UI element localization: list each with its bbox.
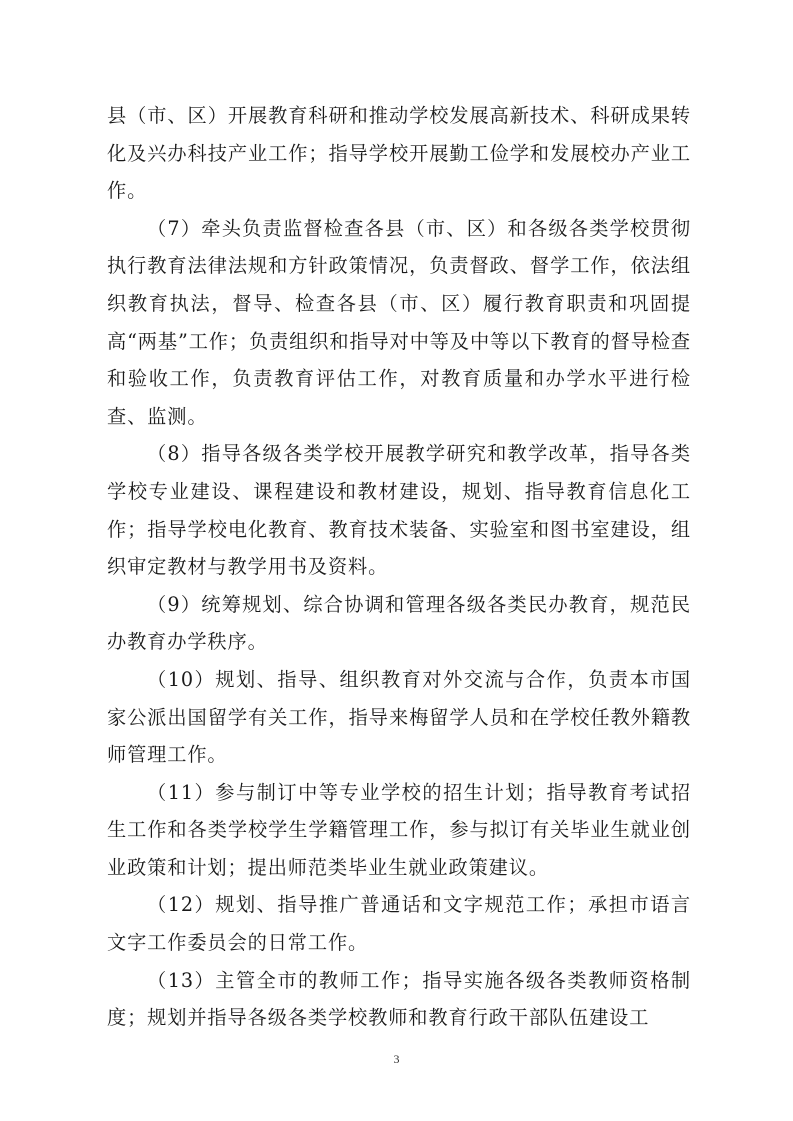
paragraph-item-8: （8）指导各级各类学校开展教学研究和教学改革，指导各类学校专业建设、课程建设和教材建设，规划、指导教育信息化工作；指导学校电化教育、教育技术装备、实验室和图书室建设，组织审定教材与教学用书及资料。 bbox=[107, 442, 691, 579]
paragraph-item-12: （12）规划、指导推广普通话和文字规范工作；承担市语言文字工作委员会的日常工作。 bbox=[107, 893, 691, 955]
paragraph-item-6-continued: 县（市、区）开展教育科研和推动学校发展高新技术、科研成果转化及兴办科技产业工作；指导学校开展勤工俭学和发展校办产业工作。 bbox=[107, 104, 691, 203]
page-number: 3 bbox=[393, 1052, 400, 1066]
paragraph-item-11: （11）参与制订中等专业学校的招生计划；指导教育考试招生工作和各类学校学生学籍管理工作，参与拟订有关毕业生就业创业政策和计划；提出师范类毕业生就业政策建议。 bbox=[107, 780, 691, 879]
paragraph-item-10: （10）规划、指导、组织教育对外交流与合作，负责本市国家公派出国留学有关工作，指导来梅留学人员和在学校任教外籍教师管理工作。 bbox=[107, 667, 691, 767]
paragraph-item-9: （9）统筹规划、综合协调和管理各级各类民办教育，规范民办教育办学秩序。 bbox=[107, 592, 691, 654]
paragraph-item-7: （7）牵头负责监督检查各县（市、区）和各级各类学校贯彻执行教育法律法规和方针政策情况，负责督政、督学工作，依法组织教育执法，督导、检查各县（市、区）履行教育职责和巩固提高“两基”工作；负责组织和指导对中等及中等以下教育的督导检查和验收工作，负责教育评估工作，对教育质量和办学水平进行检查、监测。 bbox=[107, 216, 691, 428]
document-body bbox=[107, 97, 691, 1037]
paragraph-item-13: （13）主管全市的教师工作；指导实施各级各类教师资格制度；规划并指导各级各类学校教师和教育行政干部队伍建设工 bbox=[107, 968, 691, 1030]
